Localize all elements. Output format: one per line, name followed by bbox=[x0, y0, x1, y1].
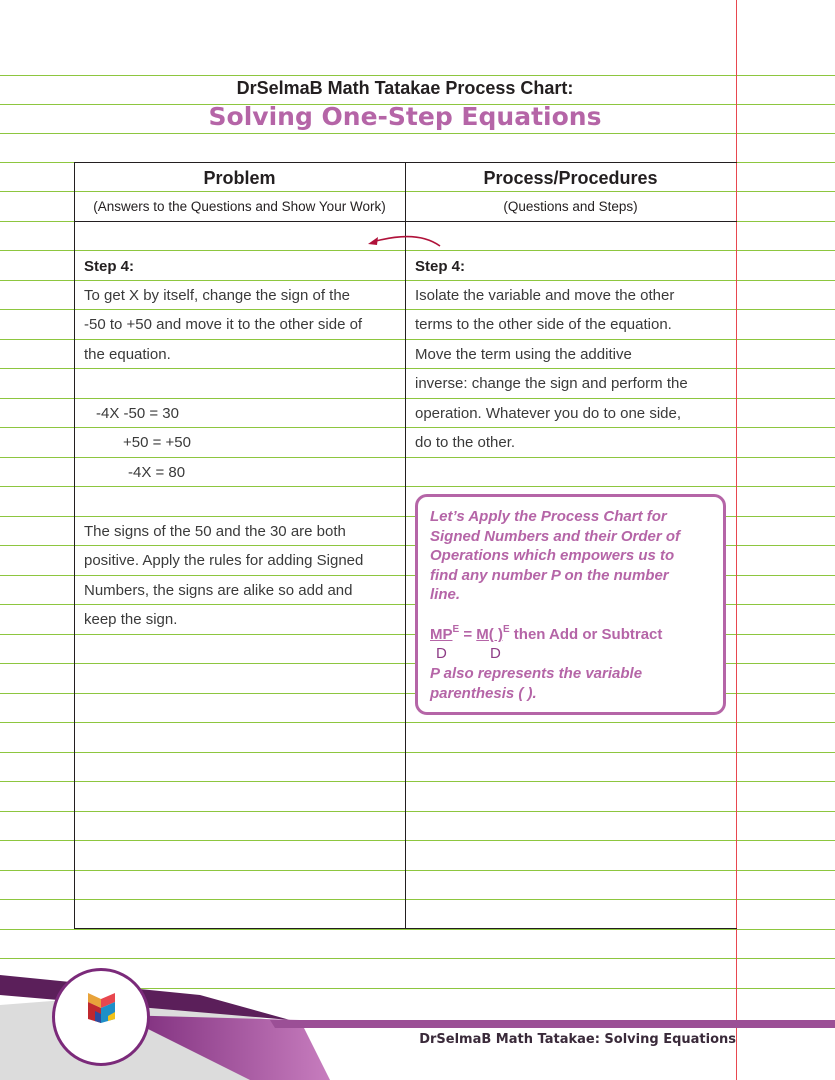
problem-text-line: -50 to +50 and move it to the other side of bbox=[84, 316, 363, 333]
formula-exponent: E bbox=[502, 624, 510, 635]
curved-arrow-icon bbox=[360, 228, 450, 258]
process-text-line: Move the term using the additive bbox=[415, 346, 632, 363]
work-equation: -4X -50 = 30 bbox=[96, 405, 179, 422]
problem-explanation-line: The signs of the 50 and the 30 are both bbox=[84, 523, 346, 540]
process-text-line: terms to the other side of the equation. bbox=[415, 316, 672, 333]
callout-line: find any number P on the number bbox=[430, 567, 669, 584]
process-text-line: Isolate the variable and move the other bbox=[415, 287, 675, 304]
logo bbox=[52, 968, 150, 1066]
callout-note-line: parenthesis ( ). bbox=[430, 685, 537, 702]
problem-explanation-line: positive. Apply the rules for adding Signed bbox=[84, 552, 364, 569]
work-equation: -4X = 80 bbox=[128, 464, 186, 481]
process-step-label: Step 4: bbox=[415, 258, 466, 275]
ruled-line bbox=[0, 958, 835, 959]
problem-explanation-line: Numbers, the signs are alike so add and bbox=[84, 582, 353, 599]
problem-explanation-line: keep the sign. bbox=[84, 611, 178, 628]
problem-text-line: To get X by itself, change the sign of the bbox=[84, 287, 351, 304]
problem-column-header: Problem bbox=[203, 168, 276, 188]
header-rule bbox=[74, 221, 737, 222]
callout-note-line: P also represents the variable bbox=[430, 665, 643, 682]
problem-text-line: the equation. bbox=[84, 346, 171, 363]
process-text-line: inverse: change the sign and perform the bbox=[415, 375, 688, 392]
formula-mp: MP bbox=[430, 626, 453, 643]
page-subtitle: Solving One-Step Equations bbox=[208, 102, 602, 131]
ruled-line bbox=[0, 133, 835, 134]
formula-exponent: E bbox=[452, 624, 460, 635]
process-text-line: operation. Whatever you do to one side, bbox=[415, 405, 682, 422]
logo-mark-icon bbox=[55, 971, 147, 1063]
formula-denominator: D bbox=[490, 645, 501, 662]
page-title: DrSelmaB Math Tatakae Process Chart: bbox=[236, 78, 574, 98]
formula-m: M( ) bbox=[476, 626, 503, 643]
problem-step-label: Step 4: bbox=[84, 258, 135, 275]
process-column-header: Process/Procedures bbox=[483, 168, 658, 188]
ruled-line bbox=[0, 929, 835, 930]
process-text-line: do to the other. bbox=[415, 434, 516, 451]
ruled-line bbox=[0, 75, 835, 76]
footer-title: DrSelmaB Math Tatakae: Solving Equations bbox=[419, 1032, 736, 1047]
callout-line: Operations which empowers us to bbox=[430, 547, 675, 564]
problem-column-subheader: (Answers to the Questions and Show Your Work) bbox=[93, 199, 386, 214]
process-column-subheader: (Questions and Steps) bbox=[503, 199, 638, 214]
formula-denominator: D bbox=[436, 645, 447, 662]
callout-line: Signed Numbers and their Order of bbox=[430, 528, 681, 545]
column-divider bbox=[405, 162, 406, 929]
callout-line: line. bbox=[430, 586, 461, 603]
work-equation: +50 = +50 bbox=[123, 434, 191, 451]
formula-rest: then Add or Subtract bbox=[513, 626, 663, 643]
formula-line bbox=[430, 626, 662, 643]
callout-line: Let’s Apply the Process Chart for bbox=[430, 508, 667, 525]
formula-equals: = bbox=[463, 626, 473, 643]
